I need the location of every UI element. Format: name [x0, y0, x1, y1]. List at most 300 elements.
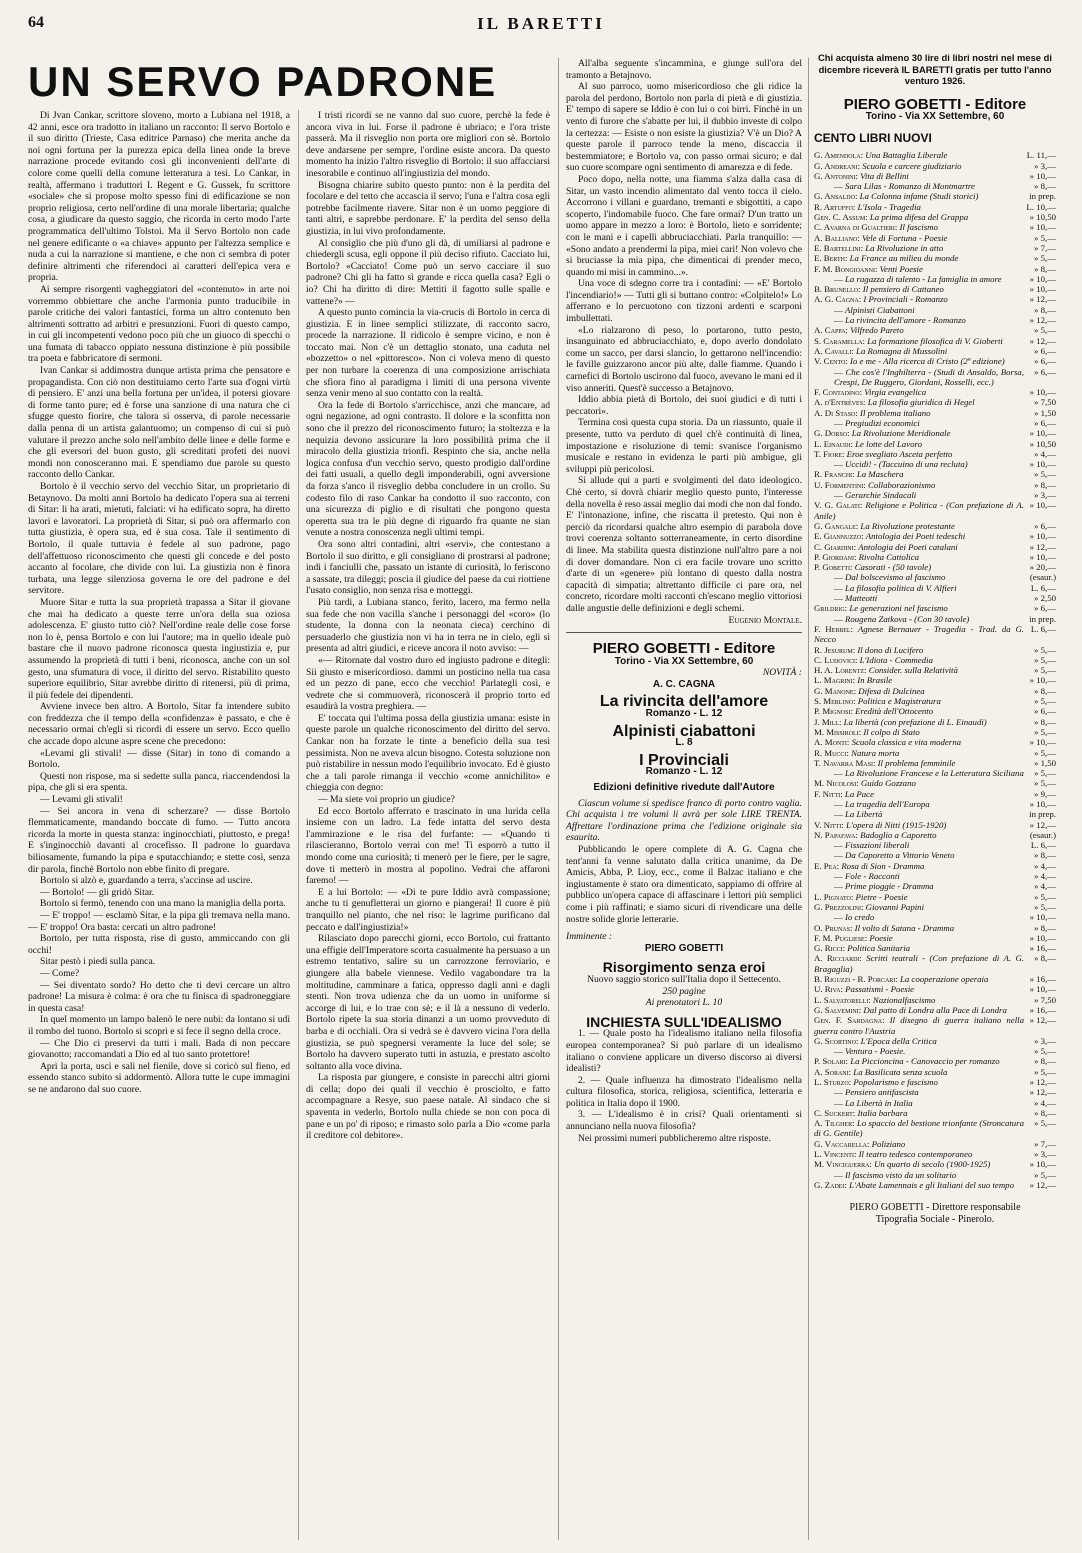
catalog-entry: [814, 305, 1026, 315]
catalog-entry: [814, 645, 1026, 655]
catalog-author: G. Scortino:: [814, 1035, 859, 1046]
article-paragraph: Bortolo si fermò, tenendo con una mano la maniglia della porta.: [40, 898, 286, 910]
catalog-item: [814, 1170, 1056, 1180]
catalog-title: Pregiudizi economici: [845, 418, 920, 428]
catalog-item: [814, 974, 1056, 984]
article-paragraph: Aprì la porta, uscì e salì nel fienile, dove si coricò sul fieno, ed essendo stanco subito si addormentò. Allora tutte le cupe immagini se ne andarono dal suo cuore.: [28, 1060, 290, 1095]
catalog-price: L. 11,—: [1026, 150, 1056, 161]
catalog-title: Casorati - (50 tavole): [854, 562, 932, 573]
catalog-item: [814, 861, 1056, 871]
catalog-entry: [814, 336, 1026, 346]
catalog-price: » 5,—: [1034, 232, 1056, 243]
catalog-price: » 8,—: [1034, 304, 1056, 315]
catalog-price: » 5,—: [1034, 325, 1056, 336]
catalog-title: La ragazza di talento - La famiglia in amore: [845, 273, 1002, 284]
catalog-item: [814, 191, 1056, 201]
catalog-item: [814, 923, 1056, 933]
catalog-item: [814, 1077, 1056, 1087]
catalog-price: » 7,50: [1034, 397, 1056, 408]
catalog-author: J. Mill:: [814, 716, 842, 727]
catalog-entry: [814, 572, 1026, 582]
catalog-author: L. Salvatorelli:: [814, 994, 871, 1005]
catalog-price: » 12,—: [1029, 819, 1056, 830]
catalog-price: » 2,50: [1034, 593, 1056, 604]
catalog-title: La Maschera: [856, 469, 904, 480]
catalog-title: La tragedia dell'Europa: [845, 798, 930, 809]
catalog-author: —: [834, 582, 843, 593]
catalog-title: L'opera di Nitti (1915-1920): [845, 819, 947, 830]
catalog-item: [814, 336, 1056, 346]
catalog-price: L. 6,—: [1030, 623, 1056, 634]
catalog-title: Io credo: [845, 912, 875, 923]
catalog-entry: [814, 191, 1026, 201]
ad-book3-meta: Romanzo - L. 12: [645, 766, 723, 778]
catalog-entry: [814, 840, 1026, 850]
catalog-price: » 5,—: [1034, 665, 1056, 676]
catalog-title: Il colpo di Stato: [863, 726, 920, 737]
catalog-title: La filosofia giuridica di Hegel: [867, 397, 975, 408]
catalog-title: L'Idiota - Commedia: [859, 654, 933, 665]
catalog-author: A. Monti:: [814, 737, 850, 748]
catalog-title: Rougena Zatkova - (Con 30 tavole): [845, 613, 970, 624]
catalog-title: La prima difesa del Grappa: [869, 212, 969, 223]
catalog-entry: [814, 356, 1026, 366]
catalog-title: La formazione filosofica di V. Gioberti: [867, 335, 1003, 346]
catalog-item: [814, 892, 1056, 902]
catalog-entry: [814, 789, 1026, 799]
catalog-entry: [814, 737, 1026, 747]
catalog-entry: [814, 346, 1026, 356]
catalog-price: » 1,50: [1034, 757, 1056, 768]
catalog-entry: [814, 264, 1026, 274]
catalog-entry: [814, 531, 1026, 541]
inchiesta-section: [566, 1013, 802, 1145]
catalog-price: » 5,—: [1034, 891, 1056, 902]
catalog-price: » 12,—: [1029, 1077, 1056, 1087]
catalog-entry: [814, 439, 1026, 449]
catalog-price: » 8,—: [1034, 685, 1056, 696]
catalog-title: La France au milieu du monde: [849, 253, 959, 264]
catalog-price: » 8,—: [1034, 953, 1056, 964]
article-paragraph: Ed ecco Bortolo afferrato e trascinato in una lurida cella insieme con un ladro. La fede intatta del servo desta l'ammirazione e le risa del furfante: — «Quando ti rilascieranno, Bortolo verrai con me! Ti esporrò a tutto il mondo come una curiosità; ti menerò per le fiere, per le sagre, dove ti metterò in mostra al popolino. Vedrai che affaroni faremo! —: [306, 805, 550, 887]
catalog-title: Religione e Politica - (Con prefazione di A. Anile): [814, 500, 1025, 521]
catalog-item: [814, 614, 1056, 624]
catalog-title: L'Abate Lamennais e gli Italiani del suo tempo: [849, 1179, 1014, 1190]
catalog-entry: [814, 222, 1026, 232]
catalog-price: » 5,—: [1034, 696, 1056, 707]
catalog-price: » 3,—: [1034, 1149, 1056, 1160]
catalog-item: [814, 367, 1056, 388]
catalog-item: [814, 161, 1056, 171]
catalog-entry: [814, 861, 1026, 871]
catalog-entry: [814, 243, 1026, 253]
catalog-price: » 10,—: [1029, 428, 1056, 439]
catalog-entry: [814, 923, 1026, 933]
catalog-title: Antologia dei Poeti tedeschi: [865, 531, 966, 542]
catalog-item: [814, 253, 1056, 263]
catalog-author: P. Gobetti:: [814, 562, 853, 573]
catalog-price: » 8,—: [1034, 263, 1056, 274]
catalog-price: » 5,—: [1034, 1046, 1056, 1057]
catalog-entry: [814, 500, 1026, 521]
catalog-author: —: [834, 881, 843, 892]
article-paragraph: 3. — L'idealismo è in crisi? Quali orientamenti si annunciano nella nuova filosofia?: [566, 1109, 802, 1133]
catalog-price: » 10,—: [1029, 459, 1056, 470]
catalog-title: Il fascismo visto da un solitario: [845, 1169, 957, 1180]
catalog-entry: [814, 233, 1026, 243]
inchiesta-footer: Nei prossimi numeri pubblicheremo altre risposte.: [578, 1132, 771, 1144]
catalog-author: —: [834, 871, 843, 882]
catalog-price: » 3,—: [1034, 1035, 1056, 1046]
catalog-title: Vele di Fortuna - Poesie: [861, 232, 948, 243]
catalog-price: » 10,—: [1029, 387, 1056, 398]
catalog-price: » 12,—: [1029, 1179, 1056, 1190]
article-paragraph: In quel momento un lampo balenò le nere nubi: da lontano si udì il rombo del tuono. Bortolo si scoprì e si fece il segno della croce.: [28, 1014, 290, 1037]
catalog-author: M. Missiroli:: [814, 726, 862, 737]
catalog-price: » 8,—: [1034, 1107, 1056, 1118]
catalog-title: La Pace: [844, 788, 874, 799]
catalog-price: » 7,—: [1034, 1138, 1056, 1149]
catalog-item: [814, 284, 1056, 294]
catalog-title: Vita di Bellini: [860, 170, 909, 181]
catalog-entry: [814, 542, 1026, 552]
catalog-author: G. Gangale:: [814, 520, 859, 531]
catalog-price: » 6,—: [1034, 603, 1056, 614]
catalog-entry: [814, 871, 1026, 881]
catalog-price: » 1,50: [1034, 407, 1056, 418]
catalog-item: [814, 665, 1056, 675]
catalog-price: » 9,—: [1034, 788, 1056, 799]
catalog-item: [814, 274, 1056, 284]
catalog-author: —: [834, 850, 843, 861]
catalog-title: Antologia dei Poeti catalani: [858, 541, 958, 552]
inchiesta-title: INCHIESTA SULL'IDEALISMO: [586, 1013, 782, 1030]
catalog-item: [814, 850, 1056, 860]
catalog-price: » 12,—: [1029, 315, 1056, 326]
catalog-author: —: [834, 912, 843, 923]
catalog-price: » 4,—: [1034, 860, 1056, 871]
catalog-entry: [814, 428, 1026, 438]
catalog-title: Il pensiero di Cattaneo: [862, 284, 944, 295]
catalog-entry: [814, 284, 1026, 294]
catalog-title: Guido Gozzano: [860, 778, 916, 789]
catalog-author: G. Ricci:: [814, 943, 846, 954]
catalog-price: » 8,—: [1034, 716, 1056, 727]
catalog-author: A. d'Entrèves:: [814, 397, 866, 408]
catalog-title: Giovanni Papini: [865, 901, 925, 912]
catalog-title: La filosofia politica di V. Alfieri: [845, 582, 957, 593]
catalog-author: G. Dorso:: [814, 428, 850, 439]
catalog-author: —: [834, 366, 843, 377]
catalog-item: [814, 943, 1056, 953]
article-paragraph: Bisogna chiarire subito questo punto: non è la perdita del focolare e del tetto che accascia il servo; l'una e l'altra cosa egli potrebbe facilmente riavere. Sitar non è un uomo peggiore di tanti altri, e saprebbe perdonare. E' la perdita del senso della giustizia, in lui vivo profondamente.: [306, 179, 550, 237]
catalog-item: [814, 624, 1056, 645]
catalog-entry: [814, 686, 1026, 696]
catalog-entry: [814, 1149, 1026, 1159]
article-paragraph: Al suo parroco, uomo misericordioso che gli ridice la parola del perdono, Bortolo non parla di pietà e di giustizia. E' tempo di sapere se Iddio è con lui o coi birri. Finchè in un vento di furore che s'abatte per lui, il dubbio investe di colpo la certezza: — Esiste o non esiste la giustizia? V'è un Dio? A queste parole il parroco tende la meno, discaccia il bestemmiatore; e Bortolo va, con passo ormai sicuro; e dal suo cuore scompare ogni sentimento di amarezza e di fede.: [566, 81, 802, 174]
catalog-price: » 5,—: [1034, 726, 1056, 737]
catalog-author: E. Berth:: [814, 253, 848, 264]
catalog-title: Poliziano: [871, 1138, 906, 1149]
catalog-price: » 3,—: [1034, 160, 1056, 171]
catalog-entry: [814, 418, 1026, 428]
gobetti-cagna-ad: [566, 632, 802, 925]
catalog-author: —: [834, 593, 843, 604]
catalog-author: P. Solari:: [814, 1056, 848, 1067]
catalog-item: [814, 686, 1056, 696]
ad-edition-note: Edizioni definitive rivedute dall'Autore: [593, 782, 775, 794]
catalog-title: La cooperazione operaia: [899, 974, 989, 985]
catalog-price: » 5,—: [1034, 1066, 1056, 1077]
catalog-price: » 6,—: [1034, 706, 1056, 717]
catalog-author: N. Papafava:: [814, 829, 858, 840]
inchiesta-questions: [566, 1028, 802, 1132]
catalog-author: C. Giardini:: [814, 541, 857, 552]
catalog-author: M. Vinciguerra:: [814, 1159, 872, 1170]
catalog-title: Gerarchie Sindacali: [845, 490, 917, 501]
catalog-title: Poesie: [869, 932, 893, 943]
catalog-entry: [814, 1015, 1026, 1036]
catalog-author: F. M. Bongioanni:: [814, 263, 878, 274]
article-paragraph: Più tardi, a Lubiana stanco, ferito, lacero, ma fermo nella sua fede che non vacilla s'anche i personaggi del «coro» (lo studente, la donna con la neonata cieca) cerchino di persuaderlo che giustizia non vi ha in terra ne in cielo, egli si presenta ad altri giudici, e riceve ancora il noto avviso: —: [306, 596, 550, 655]
catalog-price: » 5,—: [1034, 901, 1056, 912]
catalog-price: in prep.: [1029, 191, 1056, 202]
catalog-entry: [814, 1036, 1026, 1046]
catalog-item: [814, 1036, 1056, 1046]
catalog-item: [814, 593, 1056, 603]
catalog-author: E. Giannuzzo:: [814, 531, 864, 542]
catalog-price: » 12,—: [1029, 294, 1056, 305]
catalog-author: A. Sorani:: [814, 1066, 852, 1077]
catalog-price: » 10,—: [1029, 984, 1056, 995]
catalog-entry: [814, 984, 1026, 994]
catalog-entry: [814, 995, 1026, 1005]
catalog-price: » 8,—: [1034, 850, 1056, 861]
catalog-title: Matteotti: [845, 593, 878, 604]
catalog-price: » 5,—: [1034, 1118, 1056, 1129]
catalog-entry: [814, 974, 1026, 984]
catalog-author: —: [834, 418, 843, 428]
catalog-title: Nazionalfascismo: [872, 994, 936, 1005]
article-paragraph: Una voce di sdegno corre tra i contadini: — «E' Bortolo l'incendiario!» — Tutti gli si buttano contro: «Colpitelo!» Lo afferrano e lo percuotono con tizzoni ardenti e scarponi imbullettati.: [566, 278, 802, 325]
catalog-title: Venti Poesie: [879, 263, 923, 274]
article-paragraph: Al consiglio che più d'uno gli dà, di umiliarsi al padrone e chiedergli scusa, egli oppone il più deciso rifiuto. Cacciato lui, Bortolo? «Cacciato! Come può un servo cacciare il suo padrone? Chi gli ha fatto sì grande e ricca quella casa? Egli o io? Chi ha diritto di dire: Mettiti il fagotto sulle spalle e vattene?» —: [306, 237, 550, 307]
catalog-entry: [814, 1118, 1026, 1139]
catalog-author: L. Magrini:: [814, 675, 856, 686]
column-divider: [808, 58, 809, 1540]
catalog-author: R. Franchi:: [814, 469, 855, 480]
catalog-title: Politica Sanitaria: [847, 943, 911, 954]
catalog-item: [814, 1118, 1056, 1139]
article-paragraph: Questi non rispose, ma si sedette sulla panca, riaccendendosi la pipa, che gli si era spenta.: [28, 770, 290, 794]
catalog-entry: [814, 850, 1026, 860]
ad-book1-meta: Romanzo - L. 12: [645, 708, 723, 720]
catalog-item: [814, 748, 1056, 758]
catalog-author: T. Navarra Masi:: [814, 757, 876, 768]
catalog-title: Consider. sulla Relatività: [868, 665, 958, 676]
catalog-author: E. Bartellini:: [814, 242, 864, 253]
catalog-title: Eredità dell'Ottocento: [855, 706, 934, 717]
catalog-author: —: [834, 181, 843, 192]
catalog-item: [814, 469, 1056, 479]
article-paragraph: All'alba seguente s'incammina, e giunge sull'ora del tramonto a Betajnovo.: [566, 58, 802, 81]
catalog-entry: [814, 449, 1026, 459]
catalog-author: V. Cento:: [814, 356, 848, 367]
catalog-entry: [814, 552, 1026, 562]
catalog-entry: [814, 614, 1026, 624]
catalog-entry: [814, 150, 1026, 160]
catalog-title: Agnese Bernauer - Tragedia - Trad. da G. Necco: [814, 623, 1024, 645]
catalog-author: A. G. Cagna:: [814, 294, 862, 305]
catalog-price: » 10,—: [1029, 531, 1056, 542]
catalog-item: [814, 995, 1056, 1005]
article-paragraph: E' toccata qui l'ultima possa della giustizia umana: esiste in queste parole un qualche riconoscimento del diritto del servo. Cankar non ha forzate le tinte a beneficio della sua tesi pessimista. Non ne aveva alcun bisogno. Cotesta soluzione non può ristabilire in nessun modo l'equilibrio invocato. Ed è giusto che a tali parole rimanga il vecchio «come annichilito» e chieggia con degno:: [306, 712, 550, 794]
catalog-title: L'Isola - Tragedia: [857, 201, 921, 212]
catalog-title: La Rivoluzione in atto: [865, 242, 944, 253]
catalog-title: Dal bolscevismo al fascismo: [845, 572, 946, 583]
catalog-entry: [814, 943, 1026, 953]
catalog-author: C. Avarna di Gualtieri:: [814, 222, 898, 233]
catalog-title: Il volto di Satana - Dramma: [854, 922, 955, 933]
catalog-price: » 6,—: [1034, 520, 1056, 531]
catalog-title: Io e me - Alla ricerca di Cristo (2ª edizione): [850, 356, 1005, 367]
catalog-price: » 8,—: [1034, 479, 1056, 490]
catalog-author: V. Nitti:: [814, 819, 844, 830]
catalog-item: [814, 727, 1056, 737]
article-paragraph: «— Ritornate dal vostro duro ed ingiusto padrone e ditegli: Sii giusto e misericordioso. dammi un posticino nella tua casa ed un pezzo di pane, ecco che vecchio! Parlategli così, e vedrete che si commuoverà, riconoscerà il proprio torto ed esaudirà la vostra preghiera. —: [306, 654, 550, 713]
catalog-item: [814, 1005, 1056, 1015]
third-column: [566, 58, 802, 1540]
catalog-item: [814, 840, 1056, 850]
catalog-title: Il fascismo: [899, 222, 938, 233]
catalog-title: Virgia evangelica: [864, 387, 927, 398]
catalog-title: Prime pioggie - Dramma: [845, 881, 934, 892]
catalog-price: » 12,—: [1029, 1015, 1056, 1026]
catalog-item: [814, 583, 1056, 593]
catalog-item: [814, 531, 1056, 541]
catalog-author: —: [834, 613, 843, 624]
ad-book2-title: Alpinisti ciabattoni: [612, 722, 756, 740]
catalog-entry: [814, 758, 1026, 768]
catalog-price: » 10,—: [1029, 675, 1056, 686]
catalog-title: Il teatro tedesco contemporaneo: [858, 1149, 973, 1160]
catalog-entry: [814, 696, 1026, 706]
catalog-price: » 8,—: [1034, 922, 1056, 933]
ad-book3-title: I Provinciali: [639, 751, 729, 769]
catalog-item: [814, 171, 1056, 181]
catalog-entry: [814, 387, 1026, 397]
catalog-entry: [814, 1139, 1026, 1149]
catalog-price: » 10,—: [1029, 932, 1056, 943]
article-paragraph: Di Jvan Cankar, scrittore sloveno, morto a Lubiana nel 1918, a 42 anni, esce ora tradotto in italiano un racconto: Il servo Bortolo e il suo diritto (Trieste, Casa editrice Parnaso) che merita anche da noi ogni fortuna per la purezza epica della linea onde la breve narrazione procede evitando così gli inconvenienti dell'arte di colore come quelli della comune letteratura a tesi. Lo Cankar, in realtà, affermano i traduttori I. Regent e G. Gussek, fu scrittore «sociale» che si propose molto spesso fini di edificazione se non proprio religiosa, certo nell'ordine di una morale libertaria; qualche cosa, a giudicare da questo saggio, che ricorda in certo modo l'arte programmatica dell'ultimo Tolstoi. Ma il Servo Bortolo non cade nel genere edificante o «a chiave» appunto per l'altezza semplice e nuda a cui la narrazione si mantiene, e che non ci sembra di poter definire altrimenti che riferendoci ai caratteri dell'epica vera e propria.: [28, 110, 290, 284]
colophon-editor: PIERO GOBETTI - Direttore responsabile: [849, 1202, 1021, 1214]
catalog-author: U. Formentini:: [814, 479, 866, 490]
catalog-entry: [814, 593, 1026, 603]
article-paragraph: E a lui Bortolo: — «Di te pure Iddio avrà compassione; anche tu ti genufletterai un giorno e piangerai! Il cuore è più tranquillo nel pianto, che nel riso: le lagrime purificano dal peccato e dall'ingiustizia!»: [306, 886, 550, 933]
catalog-entry: [814, 902, 1026, 912]
article-paragraph: 1. — Quale posto ha l'idealismo italiano nella filosofia europea contemporanea? Si può parlare di un idealismo italiano o conviene applicare un diverso discorso ai diversi idealisti?: [566, 1028, 802, 1075]
catalog-entry: [814, 315, 1026, 325]
catalog-price: » 16,—: [1029, 1004, 1056, 1015]
catalog-entry: [814, 912, 1026, 922]
catalog-item: [814, 150, 1056, 160]
ad-novita: NOVITÀ :: [762, 667, 802, 679]
catalog-price: (esaur.): [1029, 829, 1056, 840]
catalog-title: Il problema italiano: [860, 407, 931, 418]
catalog-price: » 4,—: [1034, 881, 1056, 892]
catalog-author: G. Vaccarella:: [814, 1138, 870, 1149]
catalog-item: [814, 552, 1056, 562]
catalog-item: [814, 933, 1056, 943]
catalog-author: Gen. C. Assum:: [814, 212, 868, 223]
catalog-item: [814, 737, 1056, 747]
catalog-title: I Provinciali - Romanzo: [863, 294, 948, 305]
catalog-item: [814, 521, 1056, 531]
article-column-1: [28, 110, 290, 1540]
catalog-author: R. Artuffo:: [814, 201, 856, 212]
catalog-item: [814, 1159, 1056, 1169]
catalog-title: Da Caporetto a Vittorio Veneto: [845, 850, 955, 861]
catalog-price: » 6,—: [1034, 356, 1056, 367]
catalog-title: Sara Lilas - Romanzo di Montmartre: [845, 181, 975, 192]
catalog-author: G. Andreani:: [814, 160, 861, 171]
catalog-entry: [814, 181, 1026, 191]
article-paragraph: La risposta par giungere, e consiste in parecchi altri giorni di cella; dopo dei quali il vecchio è prosciolto, e fatto accompagnare a Resye, suo paese natale. Al sindaco che si spaventa in vederlo, Bortolo nulla chiede se non con poca di pane e un po' di riposo; e rimasto solo parla a Dio «come parla il creditore col debitore».: [306, 1072, 550, 1142]
catalog-item: [814, 809, 1056, 819]
catalog-entry: [814, 212, 1026, 222]
imminente-desc: Nuovo saggio storico sull'Italia dopo il Settecento.: [587, 973, 781, 985]
article-headline: UN SERVO PADRONE: [28, 58, 498, 105]
catalog-item: [814, 1180, 1056, 1190]
catalog-entry: [814, 706, 1026, 716]
article-paragraph: Poco dopo, nella notte, una fiamma s'alza dalla casa di Sitar, un vasto incendio alimentato dal vento tocca il cielo. Accorrono i villani e guardano, tremanti e sbigottiti, a capo scoperto, l'indomabile fuoco. Che fare ormai? D'un tratto un uomo appare in mezzo a loro: è Bortolo, lieto e sorridente; con le mani e i capelli abbruciacchiati. Parla tranquillo: — «Sono andato a prendermi la pipa, miei cari! Non volevo che si bruciasse la mia pipa, che dimenticai di prender meco, quando mi misi in cammino...».: [566, 173, 802, 278]
catalog-entry: [814, 562, 1026, 572]
catalog-title: Fole - Racconti: [845, 871, 900, 882]
catalog-entry: [814, 1170, 1026, 1180]
catalog-item: [814, 449, 1056, 459]
imminente-ad: [566, 931, 802, 1009]
catalog-entry: [814, 1067, 1026, 1077]
catalog-title: Fissazioni liberali: [845, 840, 910, 851]
article-paragraph: 2. — Quale influenza ha dimostrato l'idealismo nella cultura filosofica, storica, religiosa, scientifica, letteraria e politica in Italia dopo il 1900.: [566, 1074, 802, 1109]
catalog-price: » 5,—: [1034, 747, 1056, 758]
catalog-address: Torino - Via XX Settembre, 60: [865, 111, 1005, 123]
catalog-item: [814, 222, 1056, 232]
catalog-title: La Rivoluzione Meridionale: [851, 428, 951, 439]
catalog-price: L. 10,—: [1026, 201, 1056, 212]
catalog-author: B. Riguzzi - R. Porcari:: [814, 974, 898, 985]
catalog-title: Vilfredo Pareto: [850, 325, 904, 336]
catalog-price: in prep.: [1029, 613, 1056, 624]
catalog-item: [814, 408, 1056, 418]
catalog-item: [814, 706, 1056, 716]
catalog-title: Il problema femminile: [877, 757, 956, 768]
article-paragraph: Sitar pestò i piedi sulla panca.: [40, 956, 156, 968]
catalog-item: [814, 871, 1056, 881]
catalog-item: [814, 820, 1056, 830]
catalog-item: [814, 778, 1056, 788]
catalog-title: Una Battaglia Liberale: [865, 150, 948, 161]
catalog-title: Eroe svegliato Asceta perfetto: [846, 448, 953, 459]
catalog-author: Grildrig:: [814, 603, 848, 614]
catalog-item: [814, 439, 1056, 449]
catalog-item: [814, 912, 1056, 922]
catalog-entry: [814, 480, 1026, 490]
catalog-price: » 10,—: [1029, 551, 1056, 562]
catalog-author: U. Riva:: [814, 984, 843, 995]
ad-book1-title: La rivincita dell'amore: [599, 693, 769, 711]
catalog-entry: [814, 675, 1026, 685]
